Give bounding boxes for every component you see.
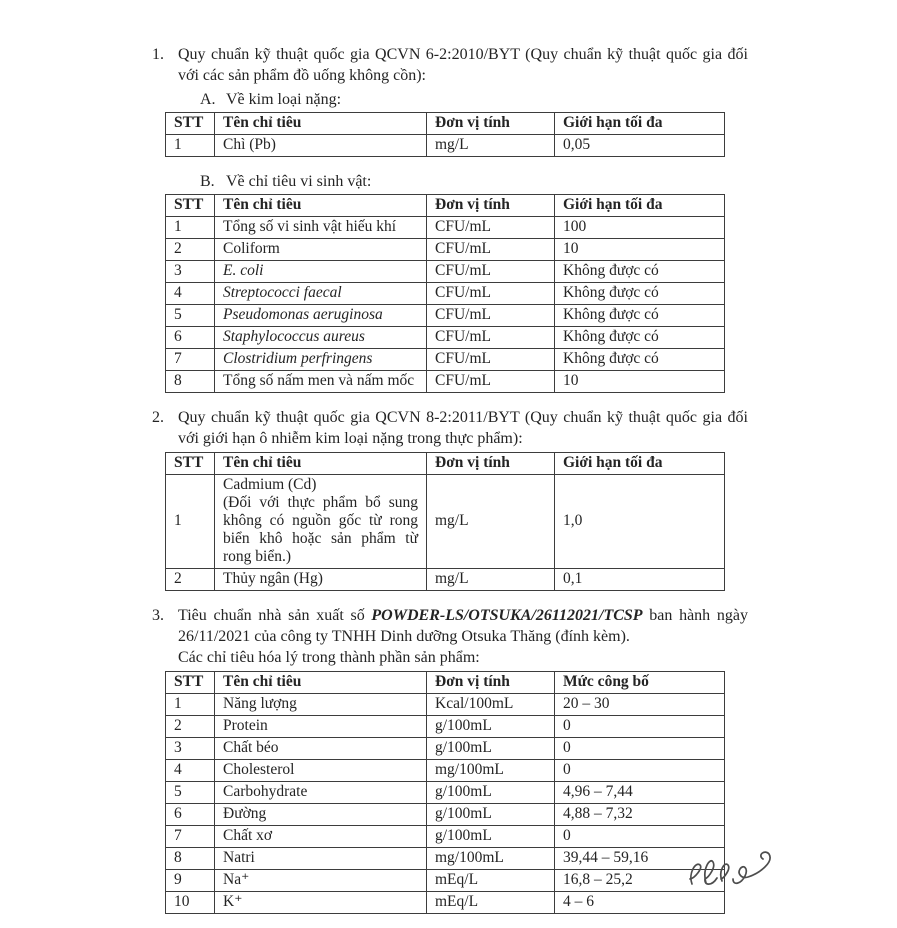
col-header-name: Tên chỉ tiêu <box>215 195 427 217</box>
cell-unit: CFU/mL <box>427 371 555 393</box>
section-1b-heading <box>200 171 748 192</box>
table-row <box>166 569 725 591</box>
section-3-text <box>178 605 748 668</box>
cell-name: E. coli <box>215 261 427 283</box>
cell-value: Không được có <box>555 349 725 371</box>
table-row <box>166 892 725 914</box>
section-1a-text: Về kim loại nặng: <box>226 91 342 108</box>
cell-stt: 4 <box>166 283 215 305</box>
cell-name: Protein <box>215 716 427 738</box>
cell-name: Chất béo <box>215 738 427 760</box>
col-header-unit: Đơn vị tính <box>427 672 555 694</box>
table-row <box>166 694 725 716</box>
cell-stt: 1 <box>166 475 215 569</box>
table-row <box>166 760 725 782</box>
cell-stt: 8 <box>166 848 215 870</box>
cell-unit: mg/100mL <box>427 760 555 782</box>
table-header-row <box>166 195 725 217</box>
cell-stt: 1 <box>166 217 215 239</box>
cell-stt: 5 <box>166 305 215 327</box>
cell-unit: g/100mL <box>427 738 555 760</box>
col-header-declared-level: Mức công bố <box>555 672 725 694</box>
document-content <box>152 44 748 928</box>
col-header-stt: STT <box>166 672 215 694</box>
col-header-unit: Đơn vị tính <box>427 113 555 135</box>
cell-value: 10 <box>555 239 725 261</box>
cell-stt: 1 <box>166 694 215 716</box>
col-header-stt: STT <box>166 453 215 475</box>
cell-name: Đường <box>215 804 427 826</box>
cell-unit: mg/100mL <box>427 848 555 870</box>
col-header-name: Tên chỉ tiêu <box>215 113 427 135</box>
table-row <box>166 349 725 371</box>
cell-unit: mEq/L <box>427 870 555 892</box>
section-1a-heading <box>200 89 748 110</box>
table-header-row <box>166 113 725 135</box>
cell-unit: CFU/mL <box>427 261 555 283</box>
cell-name: Năng lượng <box>215 694 427 716</box>
cell-name: Natri <box>215 848 427 870</box>
section-2-number: 2. <box>152 409 164 426</box>
cell-unit: mEq/L <box>427 892 555 914</box>
cell-name: Tổng số vi sinh vật hiếu khí <box>215 217 427 239</box>
col-header-max-limit: Giới hạn tối đa <box>555 113 725 135</box>
cell-unit: mg/L <box>427 475 555 569</box>
section-1b-text: Về chỉ tiêu vi sinh vật: <box>226 173 372 190</box>
table-row <box>166 261 725 283</box>
table-header-row <box>166 453 725 475</box>
cell-stt: 4 <box>166 760 215 782</box>
table-row <box>166 135 725 157</box>
col-header-unit: Đơn vị tính <box>427 195 555 217</box>
table-row <box>166 716 725 738</box>
cell-value: Không được có <box>555 327 725 349</box>
cell-name: Carbohydrate <box>215 782 427 804</box>
cell-value: 0 <box>555 716 725 738</box>
table-row <box>166 217 725 239</box>
col-header-stt: STT <box>166 195 215 217</box>
section-3-text-post: ban hành ngày 26/11/2021 của công ty TNHH Dinh dưỡng Otsuka Thăng (đính kèm). <box>178 607 748 645</box>
section-3-subtitle: Các chỉ tiêu hóa lý trong thành phần sản phẩm: <box>178 649 480 666</box>
table-row <box>166 870 725 892</box>
cell-value: 0,1 <box>555 569 725 591</box>
physicochemical-table <box>165 671 725 914</box>
cell-value: 4,96 – 7,44 <box>555 782 725 804</box>
cell-value: 0 <box>555 826 725 848</box>
cell-name: Coliform <box>215 239 427 261</box>
cell-value: 1,0 <box>555 475 725 569</box>
cell-value: 10 <box>555 371 725 393</box>
section-3-paragraph <box>152 605 748 668</box>
section-3-text-pre: Tiêu chuẩn nhà sản xuất số <box>178 607 372 624</box>
table-row <box>166 283 725 305</box>
cell-value: 0,05 <box>555 135 725 157</box>
cell-value: 4 – 6 <box>555 892 725 914</box>
cell-name: Na⁺ <box>215 870 427 892</box>
section-1b-label: B. <box>200 173 215 190</box>
cell-name: Chì (Pb) <box>215 135 427 157</box>
section-3-number: 3. <box>152 607 164 624</box>
cell-name: Clostridium perfringens <box>215 349 427 371</box>
table-row <box>166 239 725 261</box>
col-header-name: Tên chỉ tiêu <box>215 672 427 694</box>
cell-value: 0 <box>555 760 725 782</box>
section-1-number: 1. <box>152 46 164 63</box>
microbiology-table <box>165 194 725 393</box>
cell-value: 4,88 – 7,32 <box>555 804 725 826</box>
cell-value: Không được có <box>555 305 725 327</box>
cell-value: 0 <box>555 738 725 760</box>
table-row <box>166 738 725 760</box>
table-row <box>166 305 725 327</box>
cell-stt: 2 <box>166 569 215 591</box>
cell-stt: 1 <box>166 135 215 157</box>
cell-unit: CFU/mL <box>427 327 555 349</box>
cell-name: Tổng số nấm men và nấm mốc <box>215 371 427 393</box>
cell-name: Cholesterol <box>215 760 427 782</box>
heavy-metals-table <box>165 112 725 157</box>
section-1a-label: A. <box>200 91 216 108</box>
table-row <box>166 848 725 870</box>
cell-stt: 7 <box>166 349 215 371</box>
cell-name: Pseudomonas aeruginosa <box>215 305 427 327</box>
col-header-name: Tên chỉ tiêu <box>215 453 427 475</box>
cell-name: Streptococci faecal <box>215 283 427 305</box>
cell-value: 20 – 30 <box>555 694 725 716</box>
cell-stt: 3 <box>166 738 215 760</box>
cell-stt: 7 <box>166 826 215 848</box>
col-header-max-limit: Giới hạn tối đa <box>555 195 725 217</box>
cell-unit: g/100mL <box>427 782 555 804</box>
cell-stt: 2 <box>166 716 215 738</box>
section-2-paragraph <box>152 407 748 449</box>
cell-name: K⁺ <box>215 892 427 914</box>
cell-unit: CFU/mL <box>427 283 555 305</box>
cell-stt: 10 <box>166 892 215 914</box>
cell-stt: 6 <box>166 804 215 826</box>
cell-unit: CFU/mL <box>427 305 555 327</box>
manufacturer-standard-code: POWDER-LS/OTSUKA/26112021/TCSP <box>371 607 643 624</box>
cell-stt: 5 <box>166 782 215 804</box>
cell-stt: 3 <box>166 261 215 283</box>
section-1-paragraph <box>152 44 748 86</box>
cell-name: Chất xơ <box>215 826 427 848</box>
col-header-unit: Đơn vị tính <box>427 453 555 475</box>
cell-unit: mg/L <box>427 135 555 157</box>
cell-unit: CFU/mL <box>427 349 555 371</box>
cell-unit: g/100mL <box>427 804 555 826</box>
cell-value: Không được có <box>555 283 725 305</box>
cell-stt: 2 <box>166 239 215 261</box>
cell-unit: Kcal/100mL <box>427 694 555 716</box>
table-row <box>166 782 725 804</box>
table-row <box>166 371 725 393</box>
cell-value: 16,8 – 25,2 <box>555 870 725 892</box>
cell-name: Thủy ngân (Hg) <box>215 569 427 591</box>
cell-value: 100 <box>555 217 725 239</box>
cell-stt: 6 <box>166 327 215 349</box>
table-row <box>166 826 725 848</box>
cell-stt: 8 <box>166 371 215 393</box>
table-row <box>166 327 725 349</box>
cell-unit: CFU/mL <box>427 217 555 239</box>
cell-value: Không được có <box>555 261 725 283</box>
table-header-row <box>166 672 725 694</box>
cell-stt: 9 <box>166 870 215 892</box>
table-row <box>166 804 725 826</box>
cadmium-note: (Đối với thực phẩm bổ sung không có nguồn gốc từ rong biển khô hoặc sản phẩm từ rong biển.) <box>223 494 418 565</box>
cell-unit: CFU/mL <box>427 239 555 261</box>
cell-unit: mg/L <box>427 569 555 591</box>
cell-name <box>215 475 427 569</box>
contaminants-table <box>165 452 725 591</box>
cadmium-name: Cadmium (Cd) <box>223 476 317 493</box>
section-1-text: Quy chuẩn kỹ thuật quốc gia QCVN 6-2:2010/BYT (Quy chuẩn kỹ thuật quốc gia đối với các sản phẩm đồ uống không cồn): <box>178 46 748 84</box>
handwritten-initials-icon <box>684 846 796 896</box>
cell-name: Staphylococcus aureus <box>215 327 427 349</box>
col-header-max-limit: Giới hạn tối đa <box>555 453 725 475</box>
cell-unit: g/100mL <box>427 826 555 848</box>
col-header-stt: STT <box>166 113 215 135</box>
cell-value: 39,44 – 59,16 <box>555 848 725 870</box>
cell-unit: g/100mL <box>427 716 555 738</box>
section-2-text: Quy chuẩn kỹ thuật quốc gia QCVN 8-2:2011/BYT (Quy chuẩn kỹ thuật quốc gia đối với giới hạn ô nhiễm kim loại nặng trong thực phẩm): <box>178 409 748 447</box>
table-row <box>166 475 725 569</box>
